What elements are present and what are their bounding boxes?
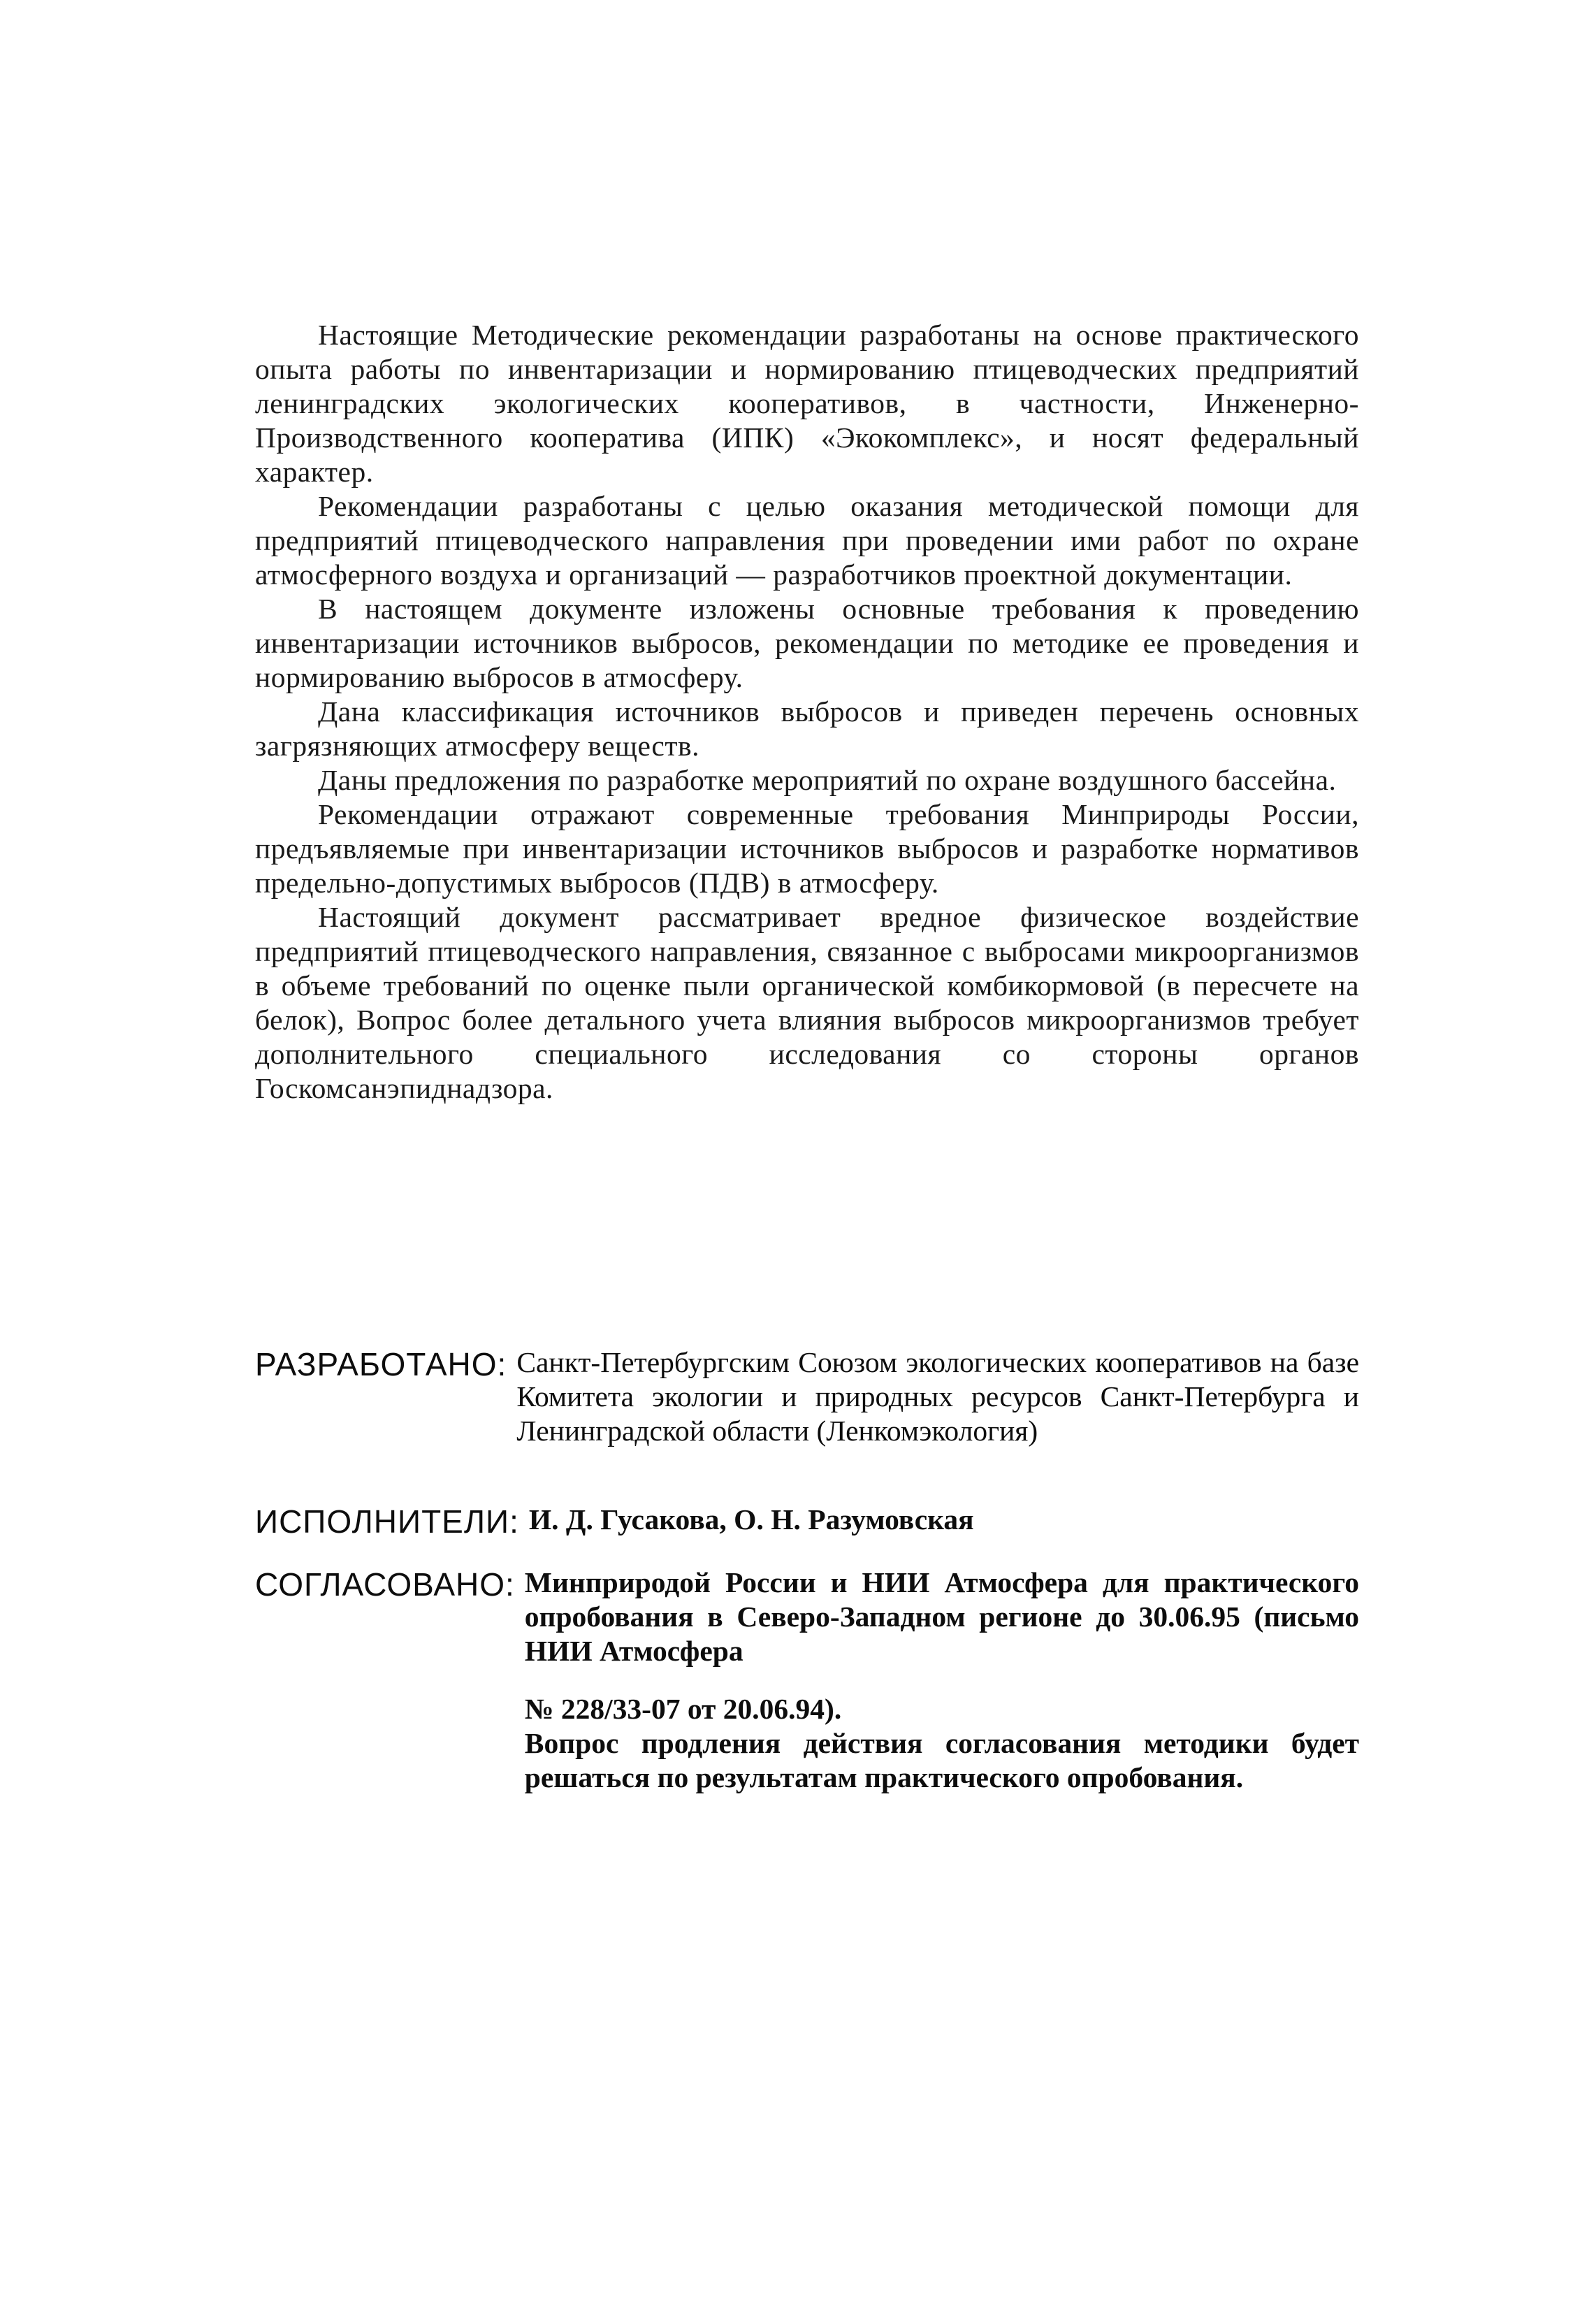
agreed-block <box>255 1566 1359 1795</box>
paragraph-5: Даны предложения по разработке мероприятий по охране воздушного бассейна. <box>318 764 1337 796</box>
agreed-gap <box>525 1668 1359 1692</box>
developed-value: Санкт-Петербургским Союзом экологических кооперативов на базе Комитета экологии и природных ресурсов Санкт-Петербурга и Ленинградской области (Ленкомэкология) <box>516 1346 1359 1447</box>
agreed-label: СОГЛАСОВАНО: <box>255 1566 515 1603</box>
developed-block <box>255 1345 1359 1448</box>
developed-label: РАЗРАБОТАНО: <box>255 1346 507 1382</box>
paragraph-7: Настоящий документ рассматривает вредное физическое воздействие предприятий птицеводческого направления, связанное с выбросами микроорганизмов в объеме требований по оценке пыли органической комбикормовой (в пересчете на белок), Вопрос более детального учета влияния выбросов микроорганизмов требует дополнительного специального исследования со стороны органов Госкомсанэпиднадзора. <box>255 901 1359 1104</box>
agreed-row <box>255 1566 1359 1795</box>
paragraph-3: В настоящем документе изложены основные требования к проведению инвентаризации источников выбросов, рекомендации по методике ее проведения и нормированию выбросов в атмосферу. <box>255 593 1359 693</box>
agreed-note: Вопрос продления действия согласования методики будет решаться по результатам практического опробования. <box>524 1727 1359 1793</box>
paragraph-2: Рекомендации разработаны с целью оказания методической помощи для предприятий птицеводческого направления при проведении ими работ по охране атмосферного воздуха и организаций — разработчиков проектной документации. <box>255 490 1359 591</box>
agreed-value-container <box>515 1566 1359 1795</box>
executors-block <box>255 1503 1359 1540</box>
body-text <box>255 318 1359 1106</box>
paragraph-4: Дана классификация источников выбросов и приведен перечень основных загрязняющих атмосферу веществ. <box>255 695 1359 762</box>
executors-row <box>255 1503 1359 1540</box>
paragraph-6: Рекомендации отражают современные требования Минприроды России, предъявляемые при инвентаризации источников выбросов и разработке нормативов предельно-допустимых выбросов (ПДВ) в атмосферу. <box>255 798 1359 899</box>
paragraph-1: Настоящие Методические рекомендации разработаны на основе практического опыта работы по инвентаризации и нормированию птицеводческих предприятий ленинградских экологических кооперативов, в частности, Инженерно-Производственного кооператива (ИПК) «Экокомплекс», и носят федеральный характер. <box>255 319 1359 488</box>
agreed-letter-ref: № 228/33-07 от 20.06.94). <box>524 1693 842 1725</box>
agreed-value: Минприродой России и НИИ Атмосфера для практического опробования в Северо-Западном регионе до 30.06.95 (письмо НИИ Атмосфера <box>524 1566 1359 1667</box>
executors-value: И. Д. Гусакова, О. Н. Разумовская <box>528 1503 974 1536</box>
developed-row <box>255 1345 1359 1448</box>
executors-label: ИСПОЛНИТЕЛИ: <box>255 1503 519 1540</box>
